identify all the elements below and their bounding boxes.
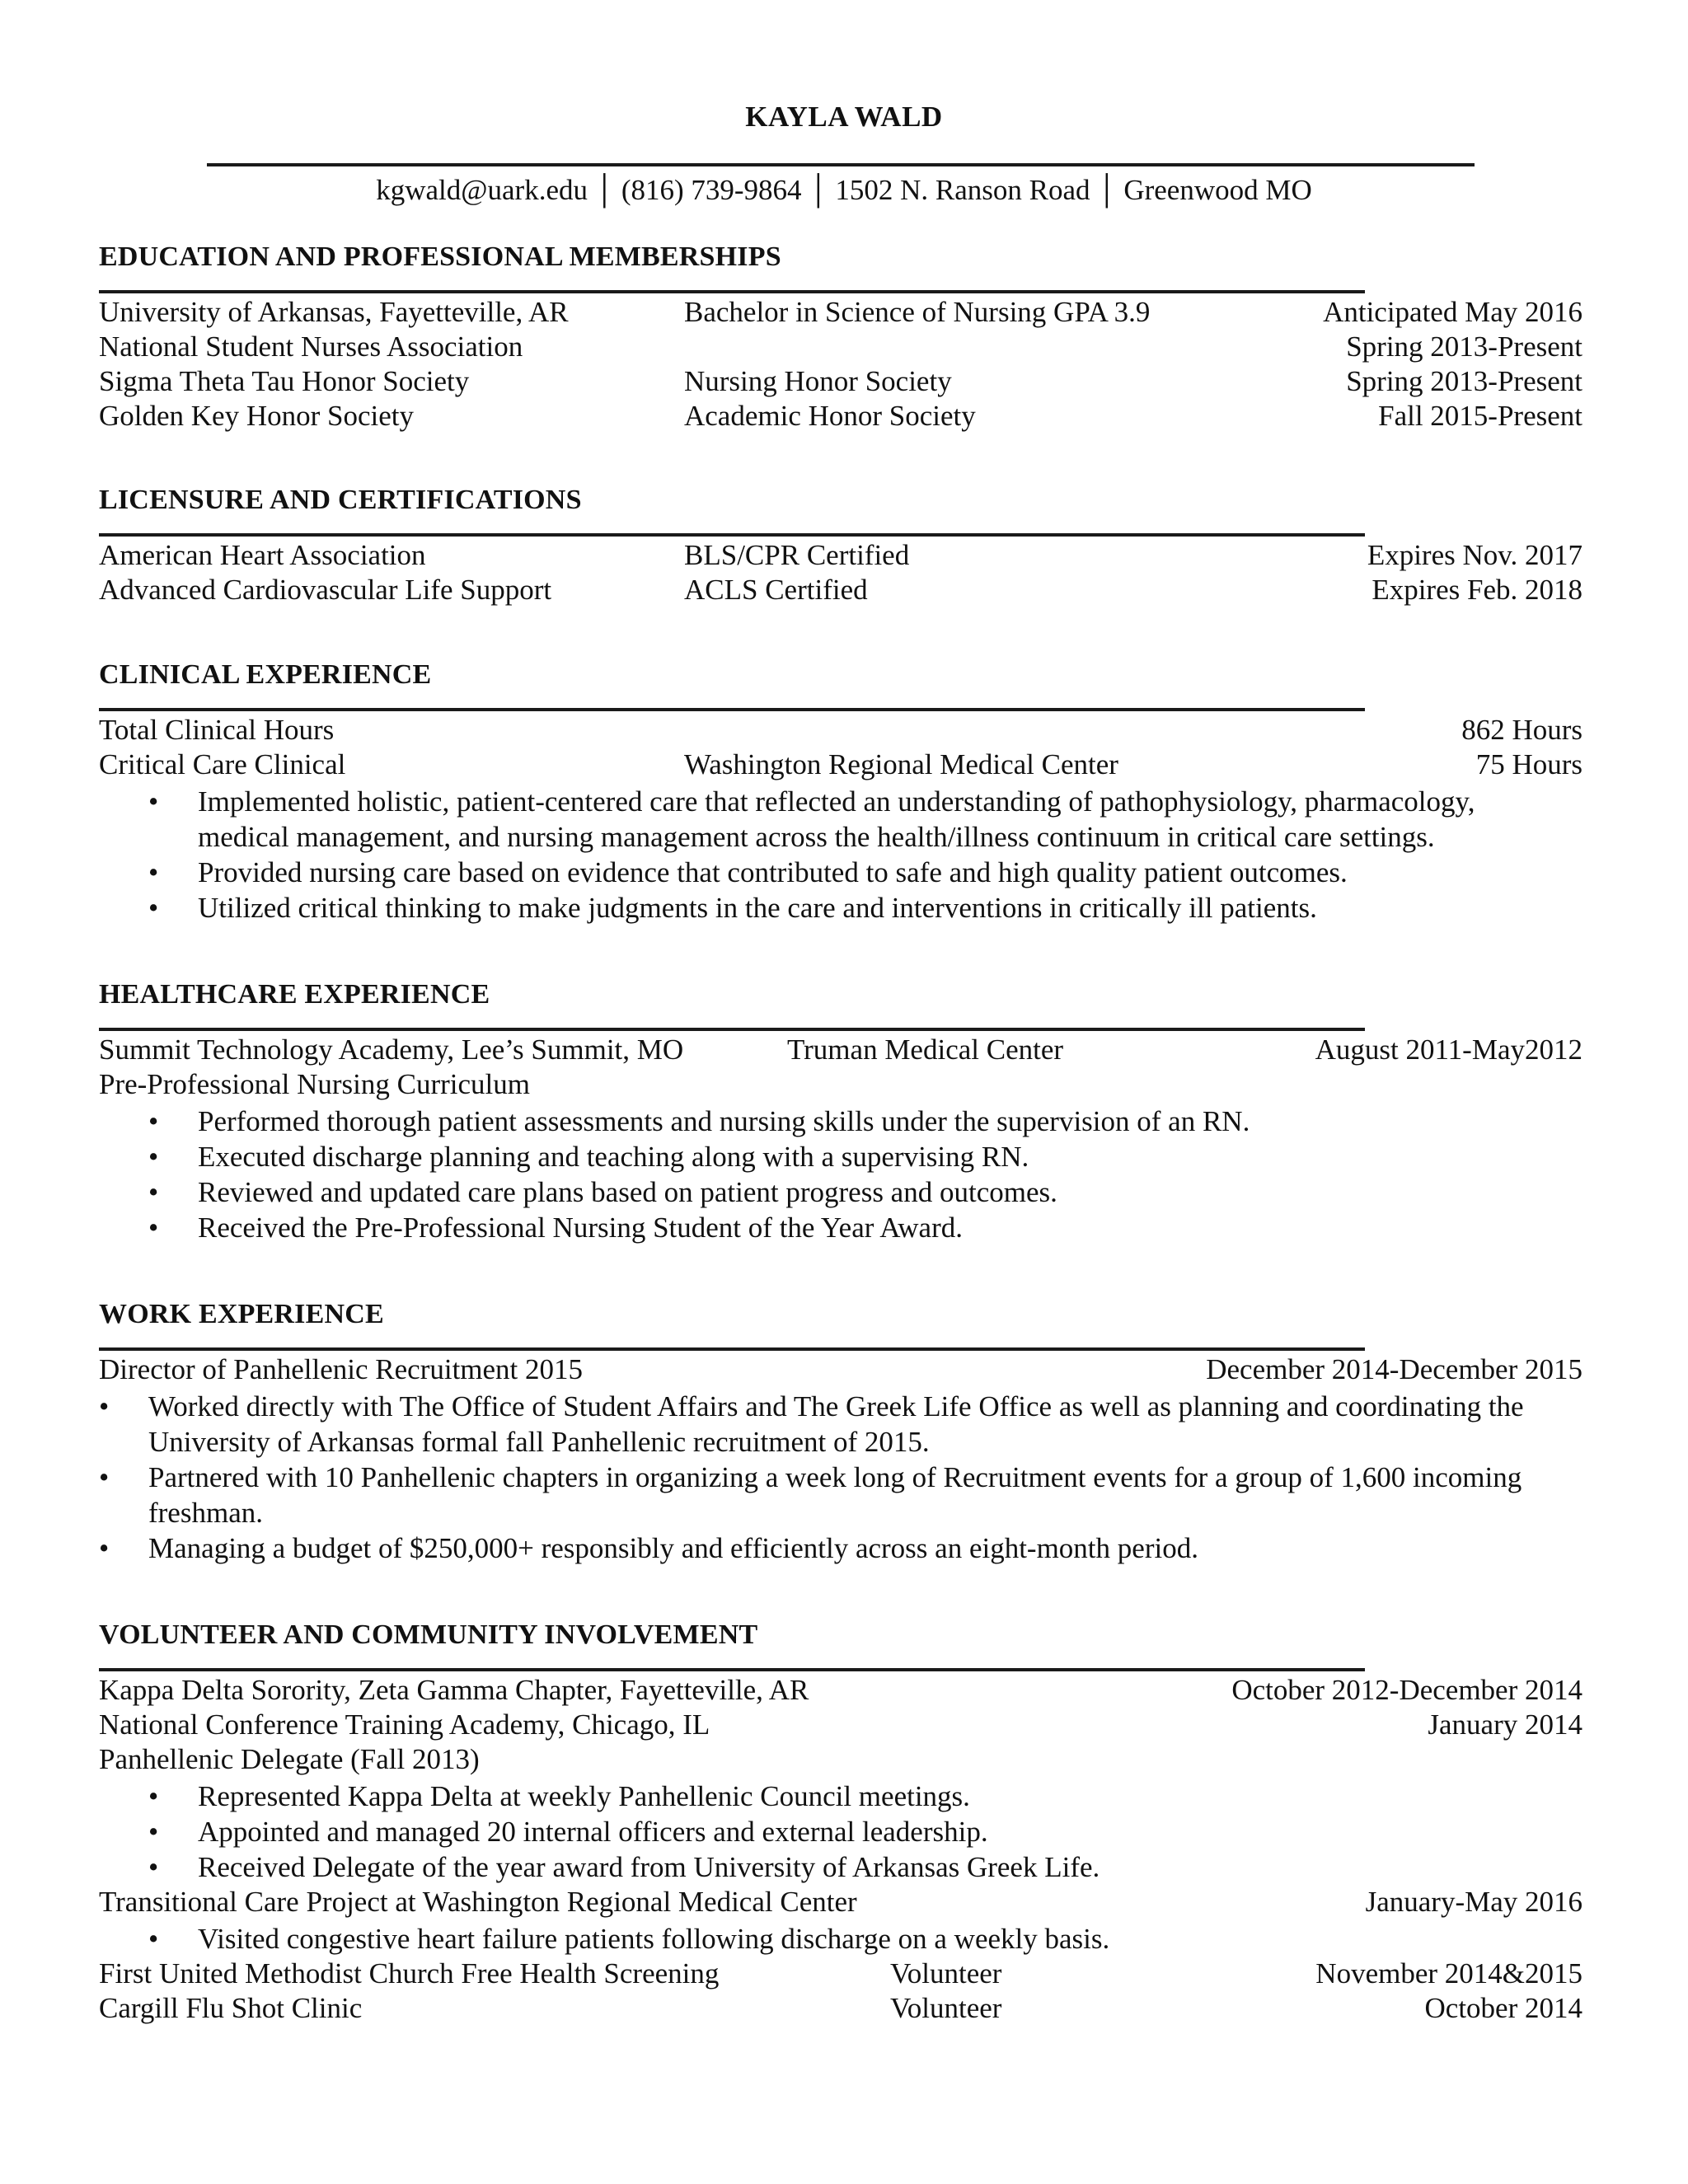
row-org: Golden Key Honor Society (99, 400, 415, 432)
volunteer-row (99, 1957, 1582, 1991)
row-hours: 862 Hours (1461, 714, 1582, 746)
row-detail: Truman Medical Center (787, 1033, 1064, 1066)
education-section (99, 237, 1582, 434)
list-item: • Performed thorough patient assessments and nursing skills under the supervision of an RN. (99, 1104, 1582, 1139)
row-org: First United Methodist Church Free Health Screening (99, 1957, 720, 1990)
volunteer-row (99, 1991, 1582, 2026)
work-section (99, 1295, 1582, 1566)
contact-phone: (816) 739-9864 (621, 174, 802, 206)
contact-address: 1502 N. Ranson Road (835, 174, 1090, 206)
list-item: • Executed discharge planning and teaching along with a supervising RN. (99, 1139, 1582, 1174)
row-org: Total Clinical Hours (99, 714, 335, 746)
section-divider (99, 708, 1365, 711)
education-row (99, 364, 1582, 399)
section-title: VOLUNTEER AND COMMUNITY INVOLVEMENT (99, 1619, 758, 1650)
section-title: LICENSURE AND CERTIFICATIONS (99, 485, 582, 515)
contact-email: kgwald@uark.edu (376, 174, 588, 206)
row-hours: 75 Hours (1475, 748, 1582, 780)
row-org: National Student Nurses Association (99, 330, 523, 363)
education-row (99, 330, 1582, 364)
row-date: Anticipated May 2016 (1323, 296, 1582, 328)
row-org: University of Arkansas, Fayetteville, AR (99, 296, 569, 328)
row-org: Advanced Cardiovascular Life Support (99, 574, 552, 606)
row-role: Panhellenic Delegate (Fall 2013) (99, 1743, 480, 1775)
healthcare-program-row (99, 1067, 1582, 1102)
section-divider (99, 1028, 1365, 1031)
row-role: Volunteer (890, 1957, 1002, 1990)
licensure-row (99, 573, 1582, 607)
list-item: • Reviewed and updated care plans based on patient progress and outcomes. (99, 1174, 1582, 1210)
row-org: Transitional Care Project at Washington Regional Medical Center (99, 1886, 857, 1918)
row-org: Sigma Theta Tau Honor Society (99, 365, 470, 397)
list-item: • Implemented holistic, patient-centered care that reflected an understanding of pathophysiology, pharmacology, medical management, and nursing management across the health/illness continuum in critical care settings. (99, 784, 1582, 855)
row-date: Fall 2015-Present (1378, 400, 1582, 432)
volunteer-row (99, 1885, 1582, 1919)
list-item: • Received the Pre-Professional Nursing Student of the Year Award. (99, 1210, 1582, 1245)
candidate-name: KAYLA WALD (745, 101, 943, 133)
row-date: January 2014 (1428, 1708, 1582, 1741)
row-detail: Washington Regional Medical Center (684, 748, 1118, 780)
section-title: EDUCATION AND PROFESSIONAL MEMBERSHIPS (99, 241, 781, 272)
row-role: Director of Panhellenic Recruitment 2015 (99, 1353, 584, 1385)
row-date: December 2014-December 2015 (1206, 1353, 1582, 1385)
list-item: • Partnered with 10 Panhellenic chapters in organizing a week long of Recruitment events for a group of 1,600 incoming freshman. (99, 1460, 1582, 1530)
volunteer-section (99, 1615, 1582, 2026)
row-date: Spring 2013-Present (1346, 330, 1582, 363)
list-item: • Provided nursing care based on evidence that contributed to safe and high quality patient outcomes. (99, 855, 1582, 890)
contact-separator: │ (1096, 174, 1118, 206)
row-date: October 2012-December 2014 (1231, 1674, 1582, 1706)
section-divider (99, 1668, 1365, 1671)
healthcare-row (99, 1033, 1582, 1067)
volunteer-row (99, 1742, 1582, 1777)
clinical-critical-row (99, 748, 1582, 782)
row-date: Spring 2013-Present (1346, 365, 1582, 397)
row-org: Summit Technology Academy, Lee’s Summit, MO (99, 1033, 684, 1066)
row-date: January-May 2016 (1365, 1886, 1582, 1918)
licensure-section (99, 480, 1582, 607)
volunteer-row (99, 1673, 1582, 1708)
section-title: CLINICAL EXPERIENCE (99, 659, 432, 690)
row-detail: ACLS Certified (684, 574, 868, 606)
list-item: • Received Delegate of the year award from University of Arkansas Greek Life. (99, 1849, 1582, 1885)
row-detail: Bachelor in Science of Nursing GPA 3.9 (684, 296, 1151, 328)
delegate-bullets (99, 1779, 1582, 1885)
row-detail: Nursing Honor Society (684, 365, 952, 397)
row-org: American Heart Association (99, 539, 426, 571)
row-date: Expires Nov. 2017 (1367, 539, 1582, 571)
row-date: November 2014&2015 (1315, 1957, 1582, 1990)
row-org: Kappa Delta Sorority, Zeta Gamma Chapter, Fayetteville, AR (99, 1674, 809, 1706)
section-divider (99, 290, 1365, 293)
row-org: Cargill Flu Shot Clinic (99, 1992, 363, 2024)
row-org: National Conference Training Academy, Chicago, IL (99, 1708, 710, 1741)
section-title: WORK EXPERIENCE (99, 1299, 384, 1329)
row-detail: Academic Honor Society (684, 400, 976, 432)
licensure-row (99, 538, 1582, 573)
contact-separator: │ (594, 174, 615, 206)
row-program: Pre-Professional Nursing Curriculum (99, 1068, 530, 1100)
name-divider (207, 163, 1475, 166)
list-item: • Represented Kappa Delta at weekly Panhellenic Council meetings. (99, 1779, 1582, 1814)
clinical-bullets (99, 784, 1582, 926)
list-item: • Visited congestive heart failure patients following discharge on a weekly basis. (99, 1921, 1582, 1957)
healthcare-section (99, 975, 1582, 1245)
row-org: Critical Care Clinical (99, 748, 346, 780)
row-detail: BLS/CPR Certified (684, 539, 910, 571)
tcp-bullets (99, 1921, 1582, 1957)
volunteer-row (99, 1708, 1582, 1742)
contact-city: Greenwood MO (1123, 174, 1312, 206)
healthcare-bullets (99, 1104, 1582, 1245)
list-item: • Managing a budget of $250,000+ responsibly and efficiently across an eight-month period. (99, 1530, 1582, 1566)
education-row (99, 399, 1582, 434)
list-item: • Utilized critical thinking to make judgments in the care and interventions in critically ill patients. (99, 890, 1582, 926)
clinical-section (99, 655, 1582, 926)
section-divider (99, 533, 1365, 537)
row-role: Volunteer (890, 1992, 1002, 2024)
list-item: • Appointed and managed 20 internal officers and external leadership. (99, 1814, 1582, 1849)
section-divider (99, 1347, 1365, 1351)
contact-line (0, 171, 1688, 210)
row-date: August 2011-May2012 (1315, 1033, 1582, 1066)
section-title: HEALTHCARE EXPERIENCE (99, 979, 490, 1010)
clinical-total-row (99, 713, 1582, 748)
work-bullets (99, 1389, 1582, 1566)
list-item: • Worked directly with The Office of Student Affairs and The Greek Life Office as well as planning and coordinating the University of Arkansas formal fall Panhellenic recruitment of 2015. (99, 1389, 1582, 1460)
education-row (99, 295, 1582, 330)
work-row (99, 1352, 1582, 1387)
row-date: October 2014 (1424, 1992, 1582, 2024)
contact-separator: │ (808, 174, 829, 206)
row-date: Expires Feb. 2018 (1372, 574, 1582, 606)
